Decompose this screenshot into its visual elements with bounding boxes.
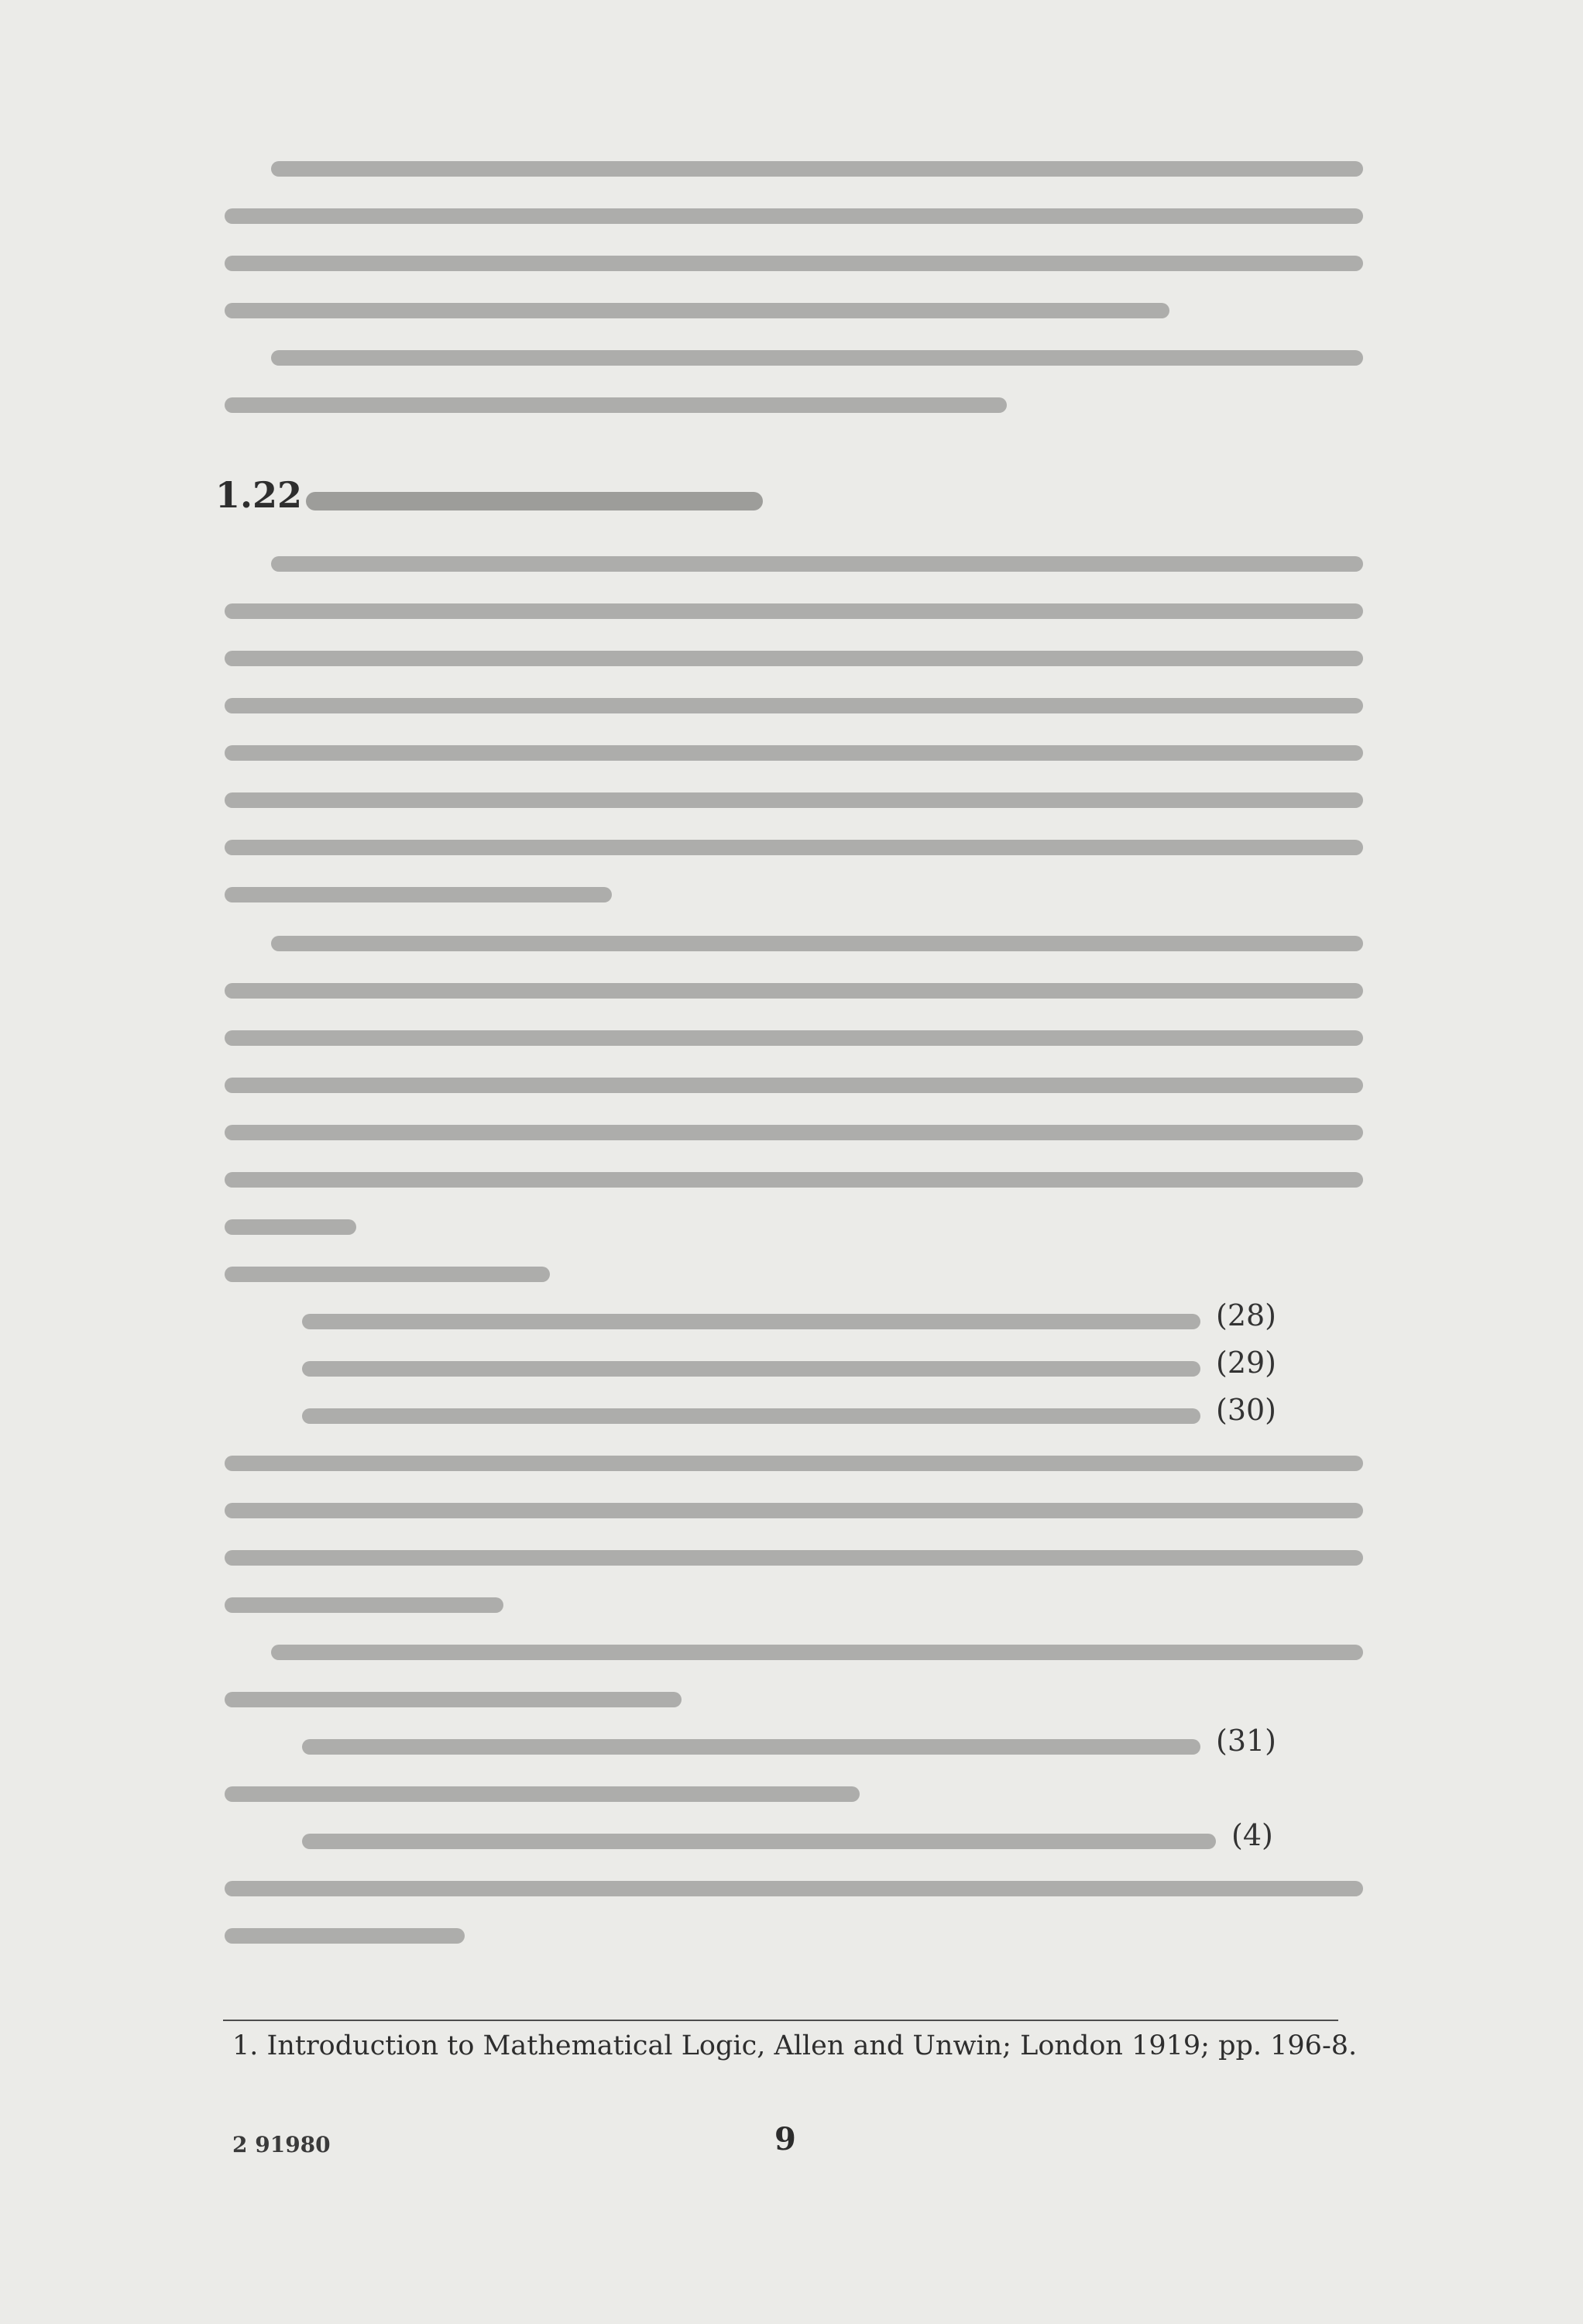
text-line <box>225 1928 465 1944</box>
text-line <box>225 603 1363 619</box>
text-line <box>302 1834 1216 1849</box>
page-number: 9 <box>774 2121 796 2157</box>
equation-number: (4) <box>1231 1818 1273 1852</box>
text-line <box>271 936 1363 951</box>
text-line <box>225 1172 1363 1188</box>
text-line <box>225 1597 503 1613</box>
text-line <box>225 208 1363 224</box>
text-line <box>225 1550 1363 1566</box>
text-line <box>302 1739 1200 1755</box>
text-line <box>225 1881 1363 1896</box>
text-line <box>225 745 1363 761</box>
text-line <box>225 303 1169 318</box>
text-line <box>225 1030 1363 1046</box>
section-number: 1.22 <box>215 474 303 516</box>
text-line <box>271 350 1363 366</box>
text-line <box>225 397 1007 413</box>
text-line <box>225 1692 682 1707</box>
equation-number: (29) <box>1216 1346 1277 1380</box>
printer-code: 2 91980 <box>232 2132 331 2157</box>
text-line <box>225 887 612 902</box>
text-line <box>302 1314 1200 1329</box>
text-line <box>225 1125 1363 1140</box>
text-line <box>225 983 1363 999</box>
equation-number: (31) <box>1216 1724 1277 1758</box>
text-line <box>225 1219 356 1235</box>
text-line <box>225 840 1363 855</box>
text-line <box>225 1503 1363 1518</box>
text-line <box>271 1645 1363 1660</box>
text-line <box>302 1361 1200 1377</box>
footnote-rule <box>223 2020 1338 2021</box>
text-line <box>271 556 1363 572</box>
section-title-text <box>306 492 763 511</box>
equation-number: (30) <box>1216 1393 1277 1427</box>
text-line <box>302 1408 1200 1424</box>
text-line <box>225 256 1363 271</box>
footnote: 1. Introduction to Mathematical Logic, Allen and Unwin; London 1919; pp. 196-8. <box>232 2030 1358 2061</box>
text-line <box>225 1267 550 1282</box>
text-line <box>225 698 1363 713</box>
text-line <box>225 651 1363 666</box>
text-line <box>225 792 1363 808</box>
text-line <box>225 1456 1363 1471</box>
equation-number: (28) <box>1216 1298 1277 1332</box>
text-line <box>225 1078 1363 1093</box>
text-line <box>271 161 1363 177</box>
text-line <box>225 1786 860 1802</box>
